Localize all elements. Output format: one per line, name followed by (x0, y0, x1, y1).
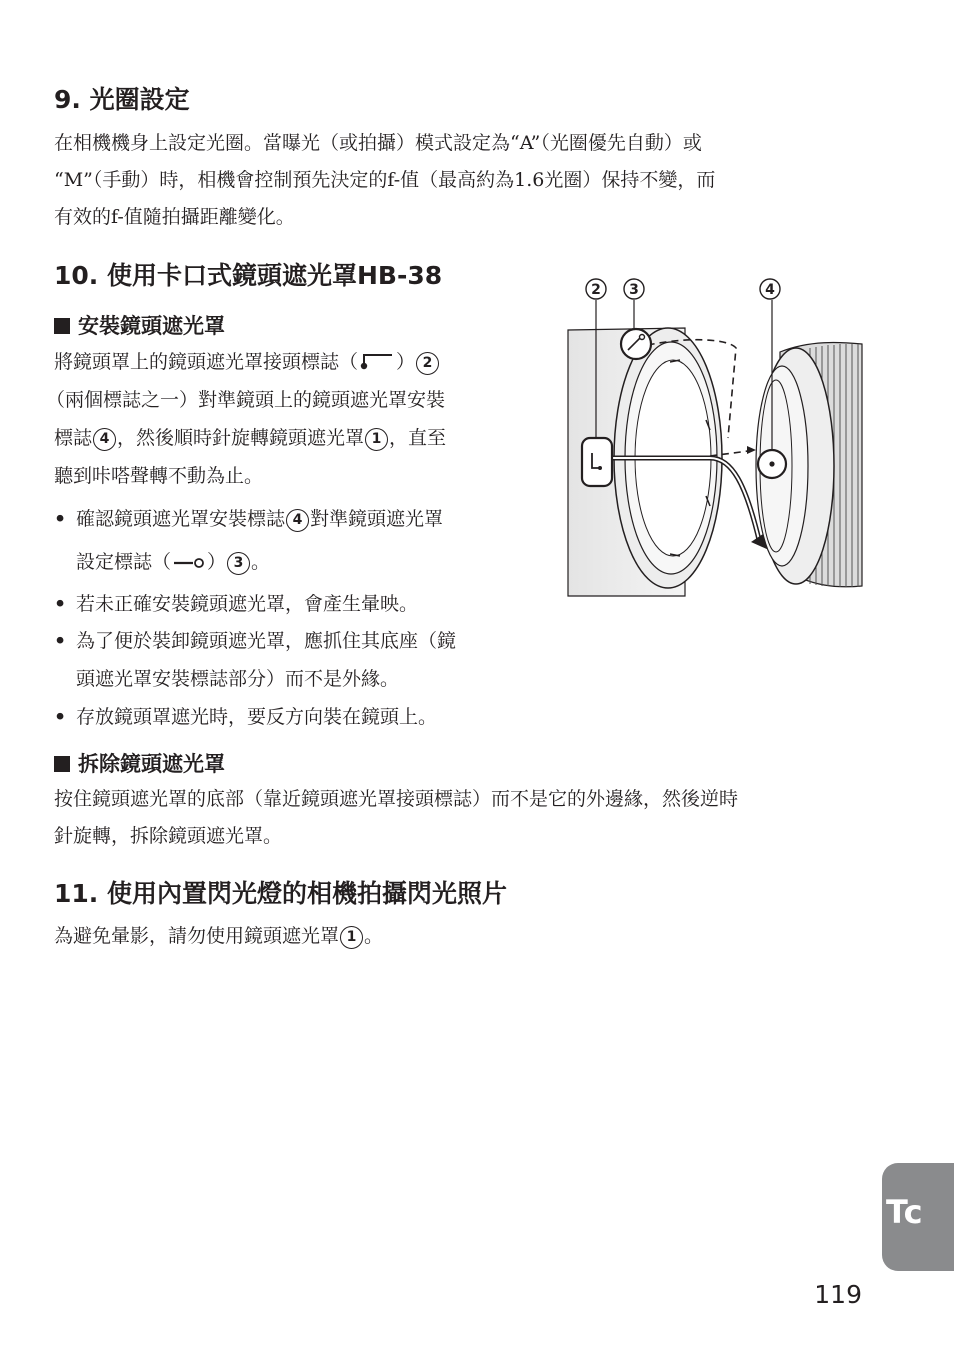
callout-1-icon: 1 (365, 428, 388, 451)
hood-setting-mark-icon (171, 554, 207, 570)
section-9-line-1: 在相機機身上設定光圈。當曝光（或拍攝）模式設定為“A”（光圈優先自動）或 (54, 132, 702, 154)
attach-line-1: 將鏡頭罩上的鏡頭遮光罩接頭標誌（ ） 2 (54, 343, 440, 381)
language-tab-label: Tc (886, 1193, 923, 1231)
attach-line-2: （兩個標誌之一）對準鏡頭上的鏡頭遮光罩安裝 (46, 389, 446, 411)
bullet-1-cont: 設定標誌（ ） 3 。 (76, 551, 271, 573)
remove-subheading: 拆除鏡頭遮光罩 (54, 750, 225, 778)
page-number: 119 (814, 1280, 862, 1309)
lens-hood-attachment-illustration (560, 270, 865, 602)
language-tab (882, 1163, 954, 1271)
section-9-line-2: “M”（手動）時，相機會控制預先決定的f-值（最高約為1.6光圈）保持不變，而 (54, 169, 716, 191)
attach-subheading: 安裝鏡頭遮光罩 (54, 312, 225, 340)
figure-callout-4: 4 (765, 282, 775, 298)
section-11-heading: 11. 使用內置閃光燈的相機拍攝閃光照片 (54, 879, 507, 908)
attach-line-4: 聽到咔嗒聲轉不動為止。 (54, 465, 264, 487)
bullet-1: • 確認鏡頭遮光罩安裝標誌 4 對準鏡頭遮光罩 (54, 508, 444, 530)
section-9-heading: 9. 光圈設定 (54, 85, 190, 114)
callout-4-icon: 4 (286, 509, 309, 532)
callout-3-icon: 3 (227, 552, 250, 575)
remove-line-1: 按住鏡頭遮光罩的底部（靠近鏡頭遮光罩接頭標誌）而不是它的外邊緣，然後逆時 (54, 788, 739, 810)
bullet-3-cont: 頭遮光罩安裝標誌部分）而不是外緣。 (76, 668, 400, 690)
figure-callout-3: 3 (629, 282, 639, 298)
bullet-2: • 若未正確安裝鏡頭遮光罩，會產生暈映。 (54, 593, 419, 615)
callout-4-icon: 4 (93, 428, 116, 451)
remove-line-2: 針旋轉，拆除鏡頭遮光罩。 (54, 825, 283, 847)
square-bullet-icon (54, 318, 70, 334)
hood-bayonet-mark-icon (358, 351, 396, 371)
section-9-line-3: 有效的f-值隨拍攝距離變化。 (54, 206, 295, 228)
callout-1-icon: 1 (340, 926, 363, 949)
bullet-3: • 為了便於裝卸鏡頭遮光罩，應抓住其底座（鏡 (54, 630, 457, 652)
attach-line-3: 標誌 4 ，然後順時針旋轉鏡頭遮光罩 1 ，直至 (54, 427, 447, 449)
callout-2-icon: 2 (416, 352, 439, 375)
section-11-line-1: 為避免暈影，請勿使用鏡頭遮光罩 1 。 (54, 925, 384, 947)
figure-callout-2: 2 (591, 282, 601, 298)
section-10-heading: 10. 使用卡口式鏡頭遮光罩HB-38 (54, 261, 443, 290)
square-bullet-icon (54, 756, 70, 772)
bullet-4: • 存放鏡頭罩遮光時，要反方向裝在鏡頭上。 (54, 706, 438, 728)
